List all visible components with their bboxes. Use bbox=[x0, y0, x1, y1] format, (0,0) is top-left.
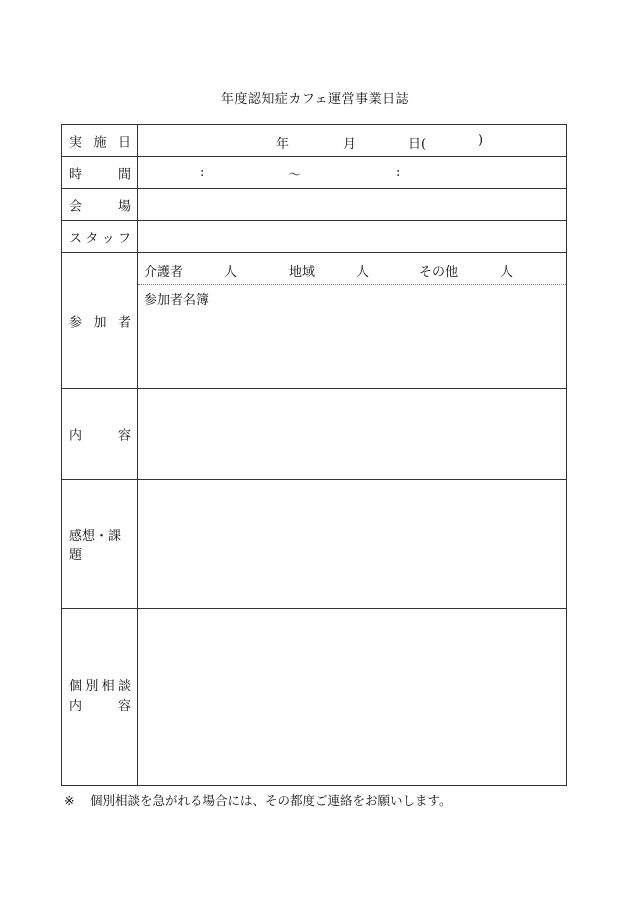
label-char: 時 bbox=[69, 167, 83, 182]
label-char: 内 bbox=[69, 699, 83, 714]
time-cell[interactable] bbox=[138, 157, 566, 188]
label-char: タ bbox=[85, 231, 99, 246]
label-char: 参 bbox=[69, 315, 83, 330]
label-char: 会 bbox=[69, 199, 83, 214]
venue-cell[interactable] bbox=[138, 189, 566, 220]
caregiver-unit: 人 bbox=[224, 265, 238, 280]
label-char: フ bbox=[117, 231, 131, 246]
label-char: ッ bbox=[101, 231, 115, 246]
label-char: 場 bbox=[117, 199, 131, 214]
label-text bbox=[69, 195, 131, 214]
day-label: 日( bbox=[408, 137, 427, 152]
label-venue bbox=[62, 189, 138, 220]
staff-cell[interactable] bbox=[138, 221, 566, 252]
label-consultation bbox=[62, 609, 138, 785]
label-char: 容 bbox=[117, 699, 131, 714]
content-cell[interactable] bbox=[138, 389, 566, 479]
label-char: 別 bbox=[85, 679, 99, 694]
month-label: 月 bbox=[343, 137, 357, 152]
label-content bbox=[62, 389, 138, 479]
date-cell[interactable] bbox=[138, 125, 566, 156]
label-char: 者 bbox=[117, 315, 131, 330]
label-char: 日 bbox=[117, 135, 131, 150]
impressions-cell[interactable] bbox=[138, 480, 566, 608]
label-text bbox=[69, 163, 131, 182]
end-time-colon: : bbox=[396, 165, 401, 180]
footnote bbox=[64, 791, 452, 809]
label-text: 感想・課題 bbox=[69, 529, 122, 563]
label-char: 間 bbox=[117, 167, 131, 182]
participants-cell bbox=[138, 253, 566, 388]
dotted-divider bbox=[138, 284, 566, 285]
participant-roster-label: 参加者名簿 bbox=[144, 293, 210, 308]
paren-close: ) bbox=[478, 133, 484, 148]
label-char: ス bbox=[69, 231, 83, 246]
row-content bbox=[62, 389, 566, 480]
consultation-cell[interactable] bbox=[138, 609, 566, 785]
note-text: 個別相談を急がれる場合には、その都度ご連絡をお願いします。 bbox=[90, 793, 452, 808]
label-char: 談 bbox=[117, 679, 131, 694]
label-participants bbox=[62, 253, 138, 388]
label-text bbox=[69, 311, 131, 330]
label-staff bbox=[62, 221, 138, 252]
label-char: 施 bbox=[93, 135, 107, 150]
label-char: 個 bbox=[69, 679, 83, 694]
label-line-2 bbox=[69, 697, 131, 717]
row-venue bbox=[62, 189, 566, 221]
caregiver-label: 介護者 bbox=[144, 265, 184, 280]
log-form-table bbox=[61, 124, 567, 786]
row-time bbox=[62, 157, 566, 189]
start-time-colon: : bbox=[200, 165, 205, 180]
label-date bbox=[62, 125, 138, 156]
label-char: 内 bbox=[69, 428, 83, 444]
label-impressions bbox=[62, 480, 138, 608]
label-char: 加 bbox=[93, 315, 107, 330]
community-unit: 人 bbox=[356, 265, 370, 280]
document-title: 年度認知症カフェ運営事業日誌 bbox=[220, 92, 410, 107]
row-staff bbox=[62, 221, 566, 253]
label-char: 実 bbox=[69, 135, 83, 150]
label-char: 相 bbox=[101, 679, 115, 694]
time-range-tilde: 〜 bbox=[288, 168, 302, 183]
label-text bbox=[69, 131, 131, 150]
year-label: 年 bbox=[276, 137, 290, 152]
label-text bbox=[69, 425, 131, 444]
other-unit: 人 bbox=[500, 265, 514, 280]
label-char: 容 bbox=[117, 428, 131, 444]
row-date bbox=[62, 125, 566, 157]
row-consultation bbox=[62, 609, 566, 785]
label-time bbox=[62, 157, 138, 188]
community-label: 地域 bbox=[289, 265, 316, 280]
label-line-1 bbox=[69, 677, 131, 697]
note-mark: ※ bbox=[64, 793, 75, 808]
label-text bbox=[69, 227, 131, 246]
row-impressions bbox=[62, 480, 566, 609]
row-participants bbox=[62, 253, 566, 389]
other-label: その他 bbox=[419, 265, 459, 280]
